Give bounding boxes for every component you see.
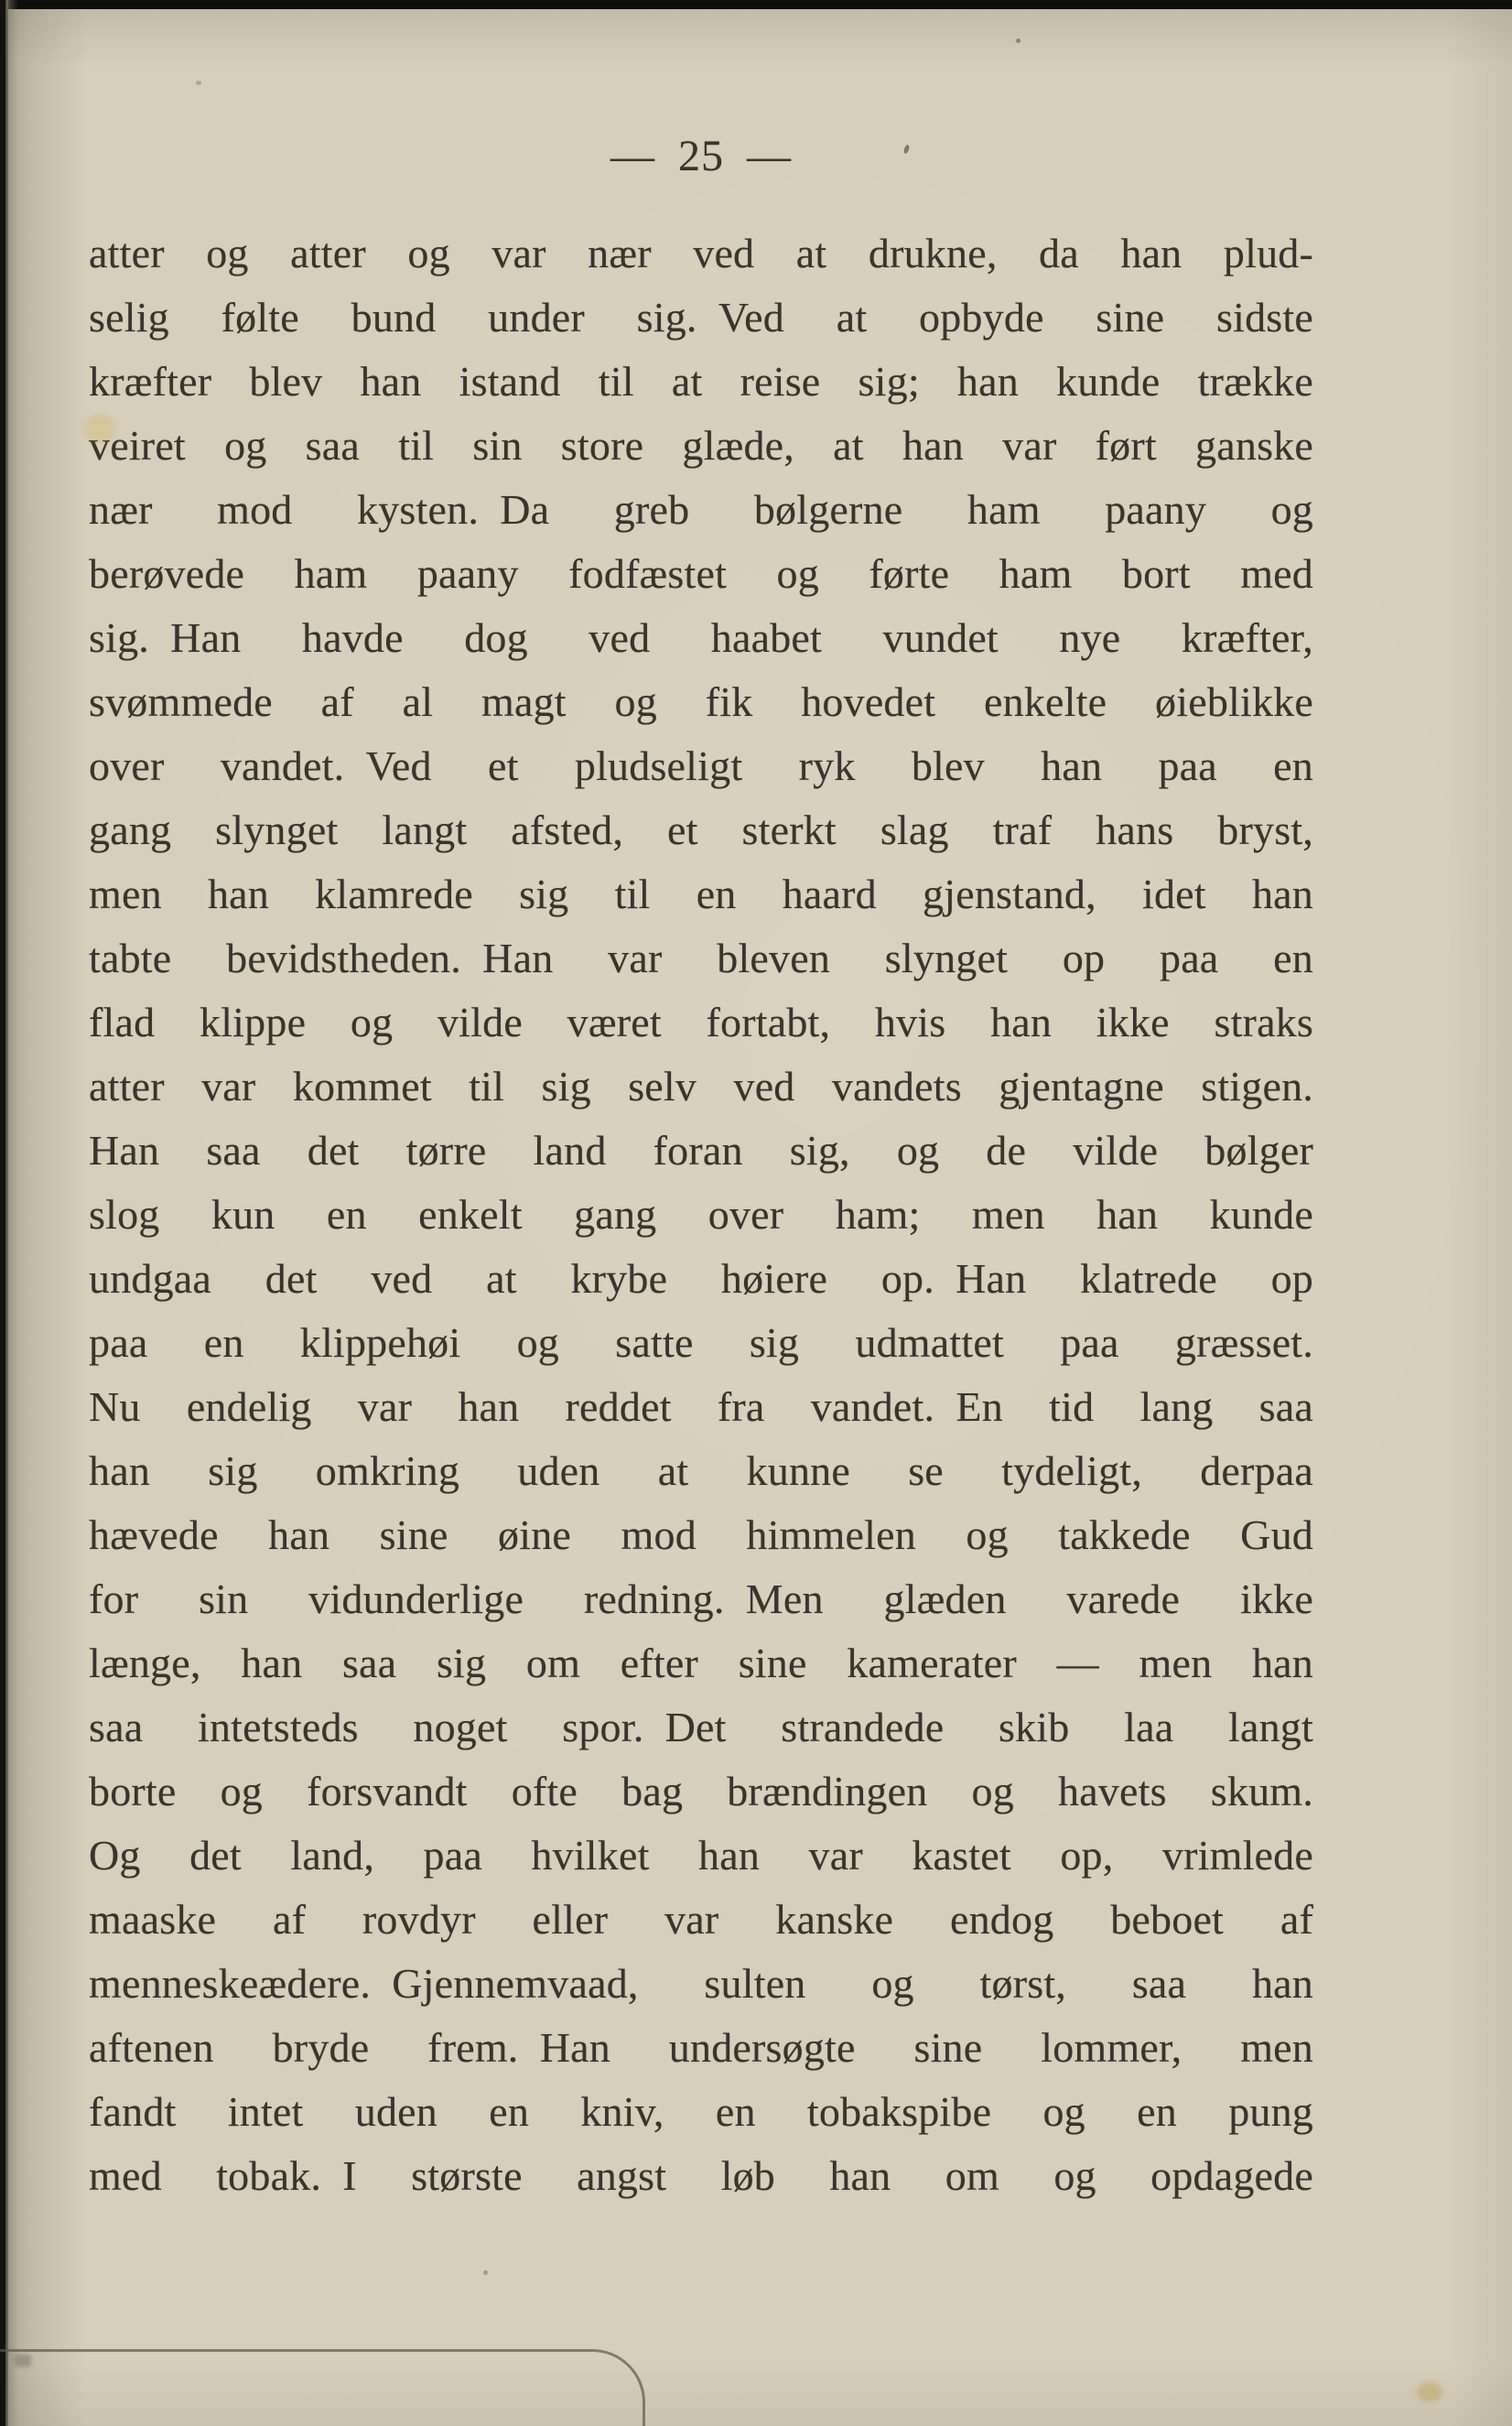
scan-top-edge <box>0 0 1512 9</box>
text-line: over vandet. Ved et pludseligt ryk blev han paa en <box>89 742 1313 789</box>
text-line: længe, han saa sig om efter sine kamerater — men han <box>89 1640 1313 1686</box>
text-line: atter og atter og var nær ved at drukne, da han plud- <box>89 230 1313 276</box>
text-line: Nu endelig var han reddet fra vandet. En tid lang saa <box>89 1383 1313 1430</box>
text-line: paa en klippehøi og satte sig udmattet paa græsset. <box>89 1319 1313 1366</box>
page-number: — 25 — <box>610 132 792 180</box>
text-line: berøvede ham paany fodfæstet og førte ham bort med <box>89 550 1313 597</box>
text-line: Og det land, paa hvilket han var kastet op, vrimlede <box>89 1832 1313 1879</box>
text-line: svømmede af al magt og fik hovedet enkelte øieblikke <box>89 678 1313 725</box>
book-gutter-shadow <box>0 0 18 2426</box>
text-line: med tobak. I største angst løb han om og opdagede <box>89 2152 1313 2199</box>
underlying-page-corner-outline <box>0 2349 645 2426</box>
text-line: maaske af rovdyr eller var kanske endog beboet af <box>89 1896 1313 1943</box>
text-line: slog kun en enkelt gang over ham; men han kunde <box>89 1191 1313 1238</box>
paper-stain <box>1417 2382 1442 2402</box>
text-line: menneskeædere. Gjennemvaad, sulten og tørst, saa han <box>89 1960 1313 2007</box>
text-line: kræfter blev han istand til at reise sig; han kunde trække <box>89 358 1313 405</box>
text-line: borte og forsvandt ofte bag brændingen og havets skum. <box>89 1768 1313 1814</box>
text-line: aftenen bryde frem. Han undersøgte sine lommer, men <box>89 2024 1313 2071</box>
text-line: gang slynget langt afsted, et sterkt slag traf hans bryst, <box>89 807 1313 853</box>
ink-speck <box>483 2270 488 2275</box>
paper-smudge <box>15 2355 31 2366</box>
text-line: atter var kommet til sig selv ved vandets gjentagne stigen. <box>89 1063 1313 1110</box>
text-line: tabte bevidstheden. Han var bleven slynget op paa en <box>89 935 1313 981</box>
text-line: han sig omkring uden at kunne se tydeligt, derpaa <box>89 1447 1313 1494</box>
text-line: selig følte bund under sig. Ved at opbyde sine sidste <box>89 294 1313 341</box>
text-line: hævede han sine øine mod himmelen og takkede Gud <box>89 1511 1313 1558</box>
text-line: nær mod kysten. Da greb bølgerne ham paany og <box>89 486 1313 533</box>
text-line: for sin vidunderlige redning. Men glæden varede ikke <box>89 1576 1313 1622</box>
text-line: Han saa det tørre land foran sig, og de vilde bølger <box>89 1127 1313 1174</box>
paper-stain <box>84 414 115 443</box>
text-line: undgaa det ved at krybe høiere op. Han klatrede op <box>89 1255 1313 1302</box>
ink-speck <box>196 81 201 85</box>
page-header <box>89 130 1313 183</box>
text-line: men han klamrede sig til en haard gjenstand, idet han <box>89 871 1313 917</box>
ink-speck <box>1016 38 1021 43</box>
text-line: fandt intet uden en kniv, en tobakspibe og en pung <box>89 2088 1313 2135</box>
text-line: veiret og saa til sin store glæde, at han var ført ganske <box>89 422 1313 469</box>
text-line: flad klippe og vilde været fortabt, hvis han ikke straks <box>89 999 1313 1045</box>
text-block <box>89 222 1313 2208</box>
text-line: saa intetsteds noget spor. Det strandede skib laa langt <box>89 1704 1313 1750</box>
text-line: sig. Han havde dog ved haabet vundet nye kræfter, <box>89 614 1313 661</box>
